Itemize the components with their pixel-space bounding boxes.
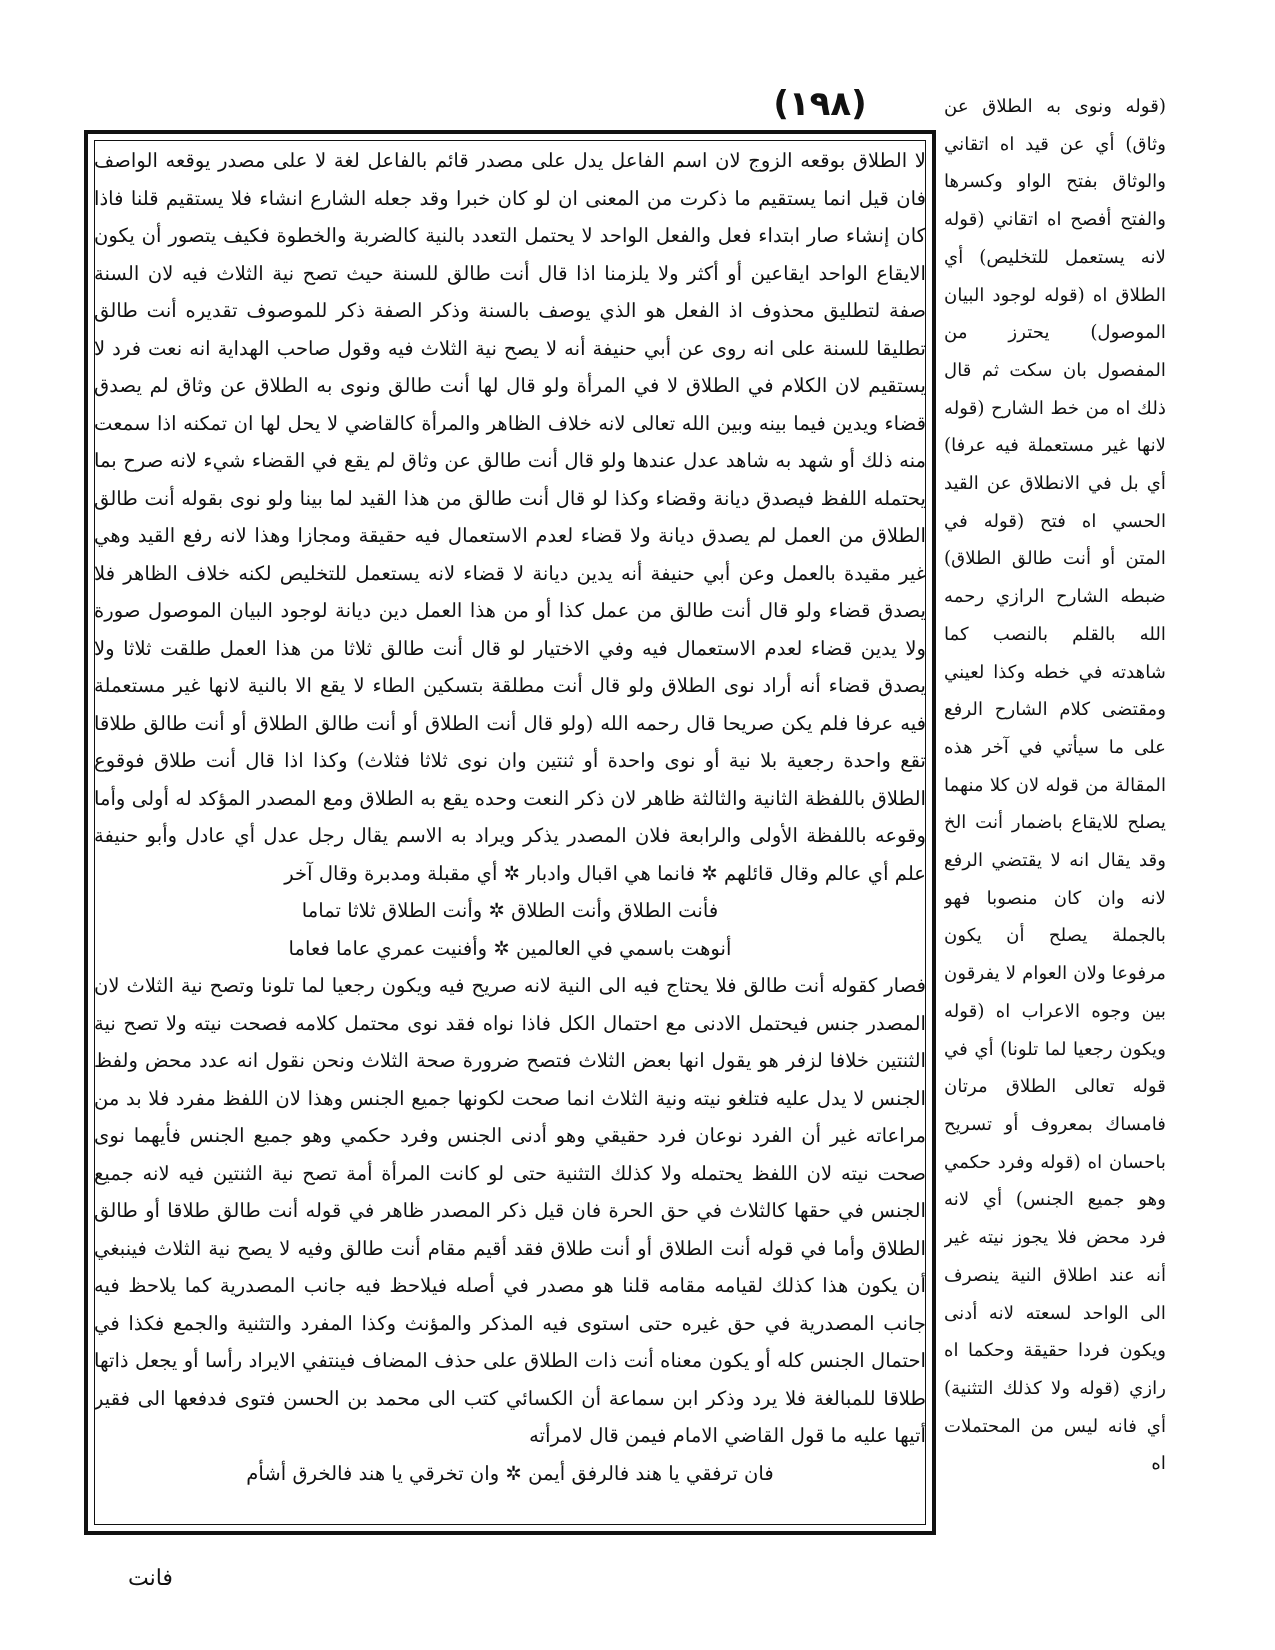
margin-gloss-text: (قوله ونوى به الطلاق عن وثاق) أي عن قيد اه اتقاني والوثاق بفتح الواو وكسرها والفتح أفصح اه اتقاني (قوله لانه يستعمل للتخليص) أي الطلاق اه (قوله لوجود البيان الموصول) يحترز من المفصول بان سكت ثم قال ذلك اه من خط الشارح (قوله لانها غير مستعملة فيه عرفا) أي بل في الانطلاق عن القيد الحسي اه فتح (قوله في المتن أو أنت طالق الطلاق) ضبطه الشارح الرازي رحمه الله بالقلم بالنصب كما شاهدته في خطه وكذا لعيني ومقتضى كلام الشارح الرفع على ما سيأتي في آخر هذه المقالة من قوله لان كلا منهما يصلح للايقاع باضمار أنت الخ وقد يقال انه لا يقتضي الرفع لانه وان كان منصوبا فهو بالجملة يصلح أن يكون مرفوعا ولان العوام لا يفرقون بين وجوه الاعراب اه (قوله ويكون رجعيا لما تلونا) أي في قوله تعالى الطلاق مرتان فامساك بمعروف أو تسريح باحسان اه (قوله وفرد حكمي وهو جميع الجنس) أي لانه فرد محض فلا يجوز نيته غير أنه عند اطلاق النية ينصرف الى الواحد لسعته لانه أدنى ويكون فردا حقيقة وحكما اه رازي (قوله ولا كذلك التثنية) أي فانه ليس من المحتملات اه (944, 96, 1166, 1475)
main-paragraph-1: لا الطلاق بوقعه الزوج لان اسم الفاعل يدل على مصدر قائم بالفاعل لغة لا على مصدر يوقعه الواصف فان قيل انما يستقيم ما ذكرت من المعنى ان لو كان خبرا وقد جعله الشارع انشاء فلا يستقيم قلنا فاذا كان إنشاء صار ابتداء فعل والفعل الواحد لا يحتمل التعدد بالنية كالضربة والخطوة فكيف يتصور أن يكون الايقاع الواحد ايقاعين أو أكثر ولا يلزمنا اذا قال أنت طالق للسنة حيث تصح نية الثلاث فيه لان السنة صفة لتطليق محذوف اذ الفعل هو الذي يوصف بالسنة وذكر الصفة ذكر للموصوف تقديره أنت طالق تطليقا للسنة على انه روى عن أبي حنيفة أنه لا يصح نية الثلاث فيه وقول صاحب الهداية انه نعت فرد لا يستقيم لان الكلام في الطلاق لا في المرأة ولو قال لها أنت طالق ونوى به الطلاق عن وثاق لم يصدق قضاء ويدين فيما بينه وبين الله تعالى لانه خلاف الظاهر والمرأة كالقاضي لا يحل لها ان تمكنه اذا سمعت منه ذلك أو شهد به شاهد عدل عندها ولو قال أنت طالق عن وثاق لم يقع في القضاء شيء لانه صرح بما يحتمله اللفظ فيصدق ديانة وقضاء وكذا لو قال أنت طالق من هذا القيد لما بينا ولو نوى بقوله أنت طالق الطلاق من العمل لم يصدق ديانة ولا قضاء لعدم الاستعمال فيه حقيقة ومجازا وهذا لانه رفع القيد وهي غير مقيدة بالعمل وعن أبي حنيفة أنه يدين ديانة لا قضاء لانه يستعمل للتخليص لكنه خلاف الظاهر فلا يصدق قضاء ولو قال أنت طالق من عمل كذا أو من هذا العمل دين ديانة لوجود البيان الموصول صورة ولا يدين قضاء لعدم الاستعمال فيه وفي الاختيار لو قال أنت طالق ثلاثا من هذا العمل طلقت ثلاثا ولا يصدق قضاء أنه أراد نوى الطلاق ولو قال أنت مطلقة بتسكين الطاء لا يقع الا بالنية لانها غير مستعملة فيه عرفا فلم يكن صريحا قال رحمه الله (ولو قال أنت الطلاق أو أنت طالق الطلاق أو أنت طالق طلاقا تقع واحدة رجعية بلا نية أو نوى واحدة أو ثنتين وان نوى ثلاثا فثلاث) وكذا اذا قال أنت طلاق فوقوع الطلاق باللفظة الثانية والثالثة ظاهر لان ذكر النعت وحده يقع به الطلاق ومع المصدر المؤكد له أولى وأما وقوعه باللفظة الأولى والرابعة فلان المصدر يذكر ويراد به الاسم يقال رجل عدل أي عادل وأبو حنيفة علم أي عالم وقال قائلهم ✲ فانما هي اقبال وادبار ✲ أي مقبلة ومدبرة وقال آخر (94, 149, 926, 885)
poem-verse-2: أنوهت باسمي في العالمين ✲ وأفنيت عمري عاما فعاما (288, 936, 732, 960)
margin-gloss-column (944, 88, 1166, 1513)
main-paragraph-2: فصار كقوله أنت طالق فلا يحتاج فيه الى النية لانه صريح فيه ويكون رجعيا لما تلونا وتصح نية الثلاث لان المصدر جنس فيحتمل الادنى مع احتمال الكل فاذا نواه فقد نوى محتمل كلامه فصحت نيته ولا تصح نية الثنتين خلافا لزفر هو يقول انها بعض الثلاث فتصح ضرورة صحة الثلاث ونحن نقول انه عدد محض ولفظ الجنس لا يدل عليه فتلغو نيته ونية الثلاث انما صحت لكونها جميع الجنس وهذا لان اللفظ مفرد فلا بد من مراعاته غير أن الفرد نوعان فرد حقيقي وهو أدنى الجنس وفرد حكمي وهو جميع الجنس فأيهما نوى صحت نيته لان اللفظ يحتمله ولا كذلك التثنية حتى لو كانت المرأة أمة تصح نية الثنتين فيه لانه جميع الجنس في حقها كالثلاث في حق الحرة فان قيل ذكر المصدر ظاهر في قوله أنت طالق طلاقا أو طالق الطلاق وأما في قوله أنت الطلاق أو أنت طلاق فقد أقيم مقام أنت طالق وفيه لا يصح نية الثلاث فينبغي أن يكون هذا كذلك لقيامه مقامه قلنا هو مصدر في أصله فيلاحظ فيه جانب المصدرية كما يلاحظ فيه جانب المصدرية في حق غيره حتى استوى فيه المذكر والمؤنث وكذا المفرد والتثنية والجمع فكذا في احتمال الجنس كله أو يكون معناه أنت ذات الطلاق على حذف المضاف فينتفي الايراد رأسا أو يجعل ذاتها طلاقا للمبالغة فلا يرد وذكر ابن سماعة أن الكسائي كتب الى محمد بن الحسن فتوى فدفعها الى فقير أتيها عليه ما قول القاضي الامام فيمن قال لامرأته (94, 974, 926, 1447)
poem-verse-1: فأنت الطلاق وأنت الطلاق ✲ وأنت الطلاق ثلاثا تماما (301, 899, 719, 922)
page-number: (١٩٨) (773, 84, 867, 124)
poem-verse-3: فان ترفقي يا هند فالرفق أيمن ✲ وان تخرقي يا هند فالخرق أشأم (246, 1461, 774, 1485)
main-text-block (94, 142, 926, 1524)
catchword: فانت (128, 1566, 173, 1591)
